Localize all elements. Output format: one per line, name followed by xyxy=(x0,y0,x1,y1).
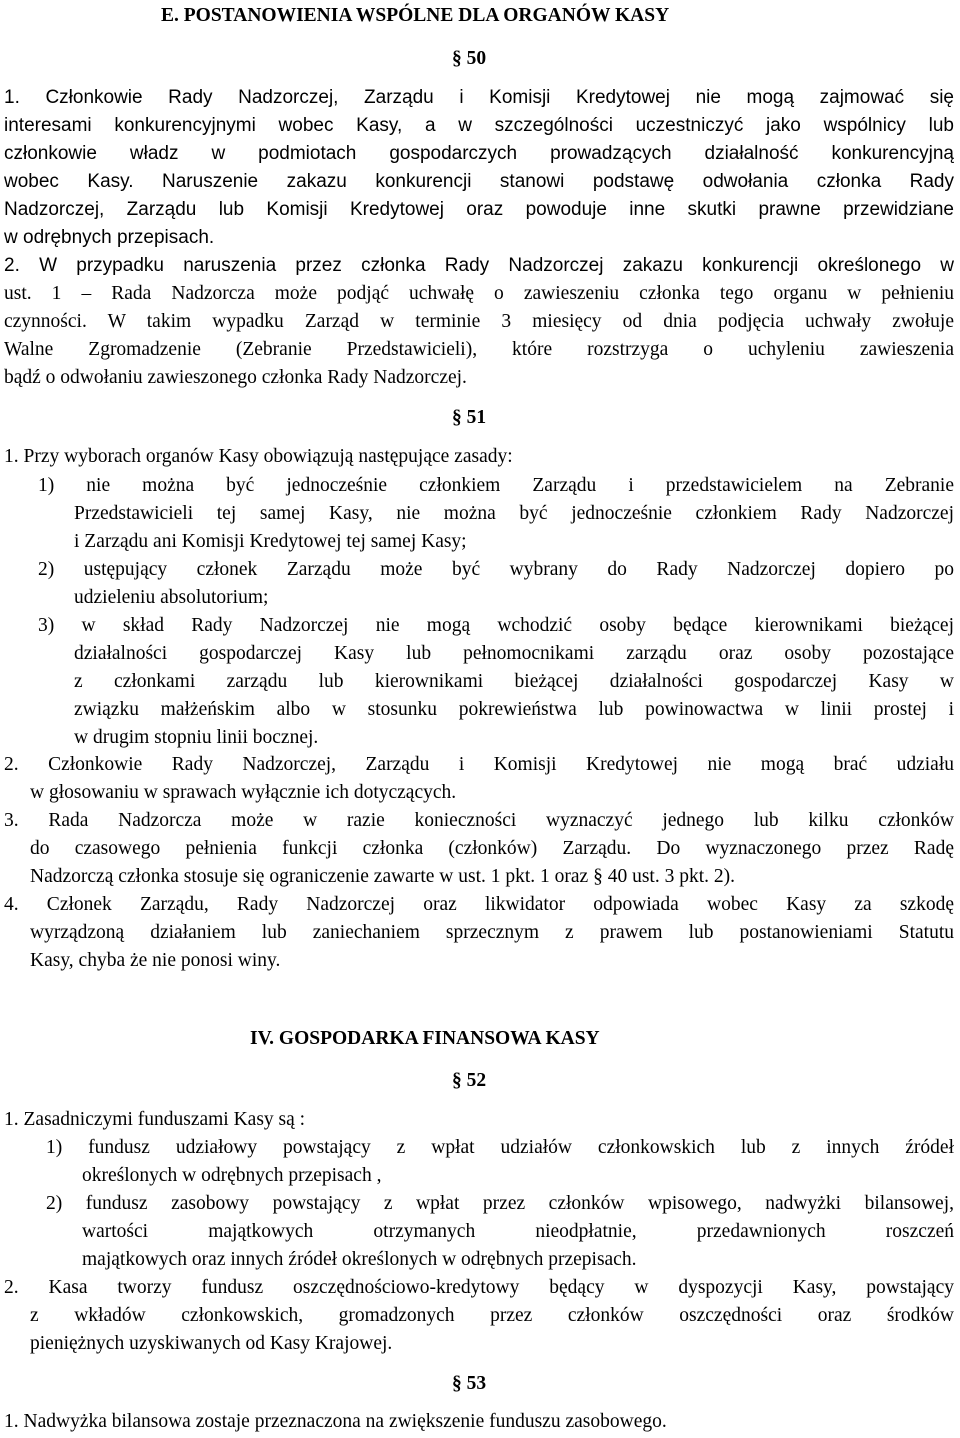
text-line: 1. Nadwyżka bilansowa zostaje przeznaczona na zwiększenie funduszu zasobowego. xyxy=(4,1411,667,1432)
text-line: w odrębnych przepisach. xyxy=(4,227,215,248)
text-line: czynności. W takim wypadku Zarząd w terminie 3 miesięcy od dnia podjęcia uchwały zwołuje xyxy=(4,311,954,332)
text-line: pieniężnych uzyskiwanych od Kasy Krajowej. xyxy=(30,1333,393,1354)
text-line: 1) fundusz udziałowy powstający z wpłat udziałów członkowskich lub z innych źródeł xyxy=(46,1137,954,1158)
text-line: Kasy, chyba że nie ponosi winy. xyxy=(30,950,281,971)
text-line: ust. 1 – Rada Nadzorcza może podjąć uchwałę o zawieszeniu członka tego organu w pełnieniu xyxy=(4,283,954,304)
section-iv-heading: IV. GOSPODARKA FINANSOWA KASY xyxy=(250,1028,600,1049)
text-line: 1. Członkowie Rady Nadzorczej, Zarządu i Komisji Kredytowej nie mogą zajmować się xyxy=(4,87,954,108)
text-line: majątkowych oraz innych źródeł określonych w odrębnych przepisach. xyxy=(82,1249,637,1270)
text-line: 2) fundusz zasobowy powstający z wpłat przez członków wpisowego, nadwyżki bilansowej, xyxy=(46,1193,954,1214)
text-line: określonych w odrębnych przepisach , xyxy=(82,1165,382,1186)
paragraph-52-title: § 52 xyxy=(452,1070,487,1091)
paragraph-51-title: § 51 xyxy=(452,407,487,428)
text-line: 2. Członkowie Rady Nadzorczej, Zarządu i Komisji Kredytowej nie mogą brać udziału xyxy=(4,754,954,775)
text-line: Nadzorczą członka stosuje się ograniczenie zawarte w ust. 1 pkt. 1 oraz § 40 ust. 3 pkt. 2). xyxy=(30,866,736,887)
text-line: 3) w skład Rady Nadzorczej nie mogą wchodzić osoby będące kierownikami bieżącej xyxy=(38,615,954,636)
text-line: 2. Kasa tworzy fundusz oszczędnościowo-kredytowy będący w dyspozycji Kasy, powstający xyxy=(4,1277,954,1298)
text-line: 4. Członek Zarządu, Rady Nadzorczej oraz likwidator odpowiada wobec Kasy za szkodę xyxy=(4,894,954,915)
text-line: w drugim stopniu linii bocznej. xyxy=(74,727,319,748)
text-line: działalności gospodarczej Kasy lub pełnomocnikami zarządu oraz osoby pozostające xyxy=(74,643,954,664)
paragraph-53-title: § 53 xyxy=(452,1373,487,1394)
text-line: wyrządzoną działaniem lub zaniechaniem sprzecznym z prawem lub postanowieniami Statutu xyxy=(30,922,954,943)
text-line: bądź o odwołaniu zawieszonego członka Rady Nadzorczej. xyxy=(4,367,467,388)
text-line: Przedstawicieli tej samej Kasy, nie można być jednocześnie członkiem Rady Nadzorczej xyxy=(74,503,954,524)
text-line: z członkami zarządu lub kierownikami bieżącej działalności gospodarczej Kasy w xyxy=(74,671,954,692)
text-line: związku małżeńskim albo w stosunku pokrewieństwa lub powinowactwa w linii prostej i xyxy=(74,699,954,720)
text-line: w głosowaniu w sprawach wyłącznie ich dotyczących. xyxy=(30,782,457,803)
text-line: 1. Zasadniczymi funduszami Kasy są : xyxy=(4,1109,306,1130)
text-line: do czasowego pełnienia funkcji członka (członków) Zarządu. Do wyznaczonego przez Radę xyxy=(30,838,954,859)
text-line: 1) nie można być jednocześnie członkiem Zarządu i przedstawicielem na Zebranie xyxy=(38,475,954,496)
text-line: 1. Przy wyborach organów Kasy obowiązują następujące zasady: xyxy=(4,446,513,467)
text-line: wartości majątkowych otrzymanych nieodpłatnie, przedawnionych roszczeń xyxy=(82,1221,954,1242)
section-e-heading: E. POSTANOWIENIA WSPÓLNE DLA ORGANÓW KASY xyxy=(161,5,670,26)
text-line: Nadzorczej, Zarządu lub Komisji Kredytowej oraz powoduje inne skutki prawne przewidziane xyxy=(4,199,954,220)
text-line: 3. Rada Nadzorcza może w razie konieczności wyznaczyć jednego lub kilku członków xyxy=(4,810,954,831)
text-line: udzieleniu absolutorium; xyxy=(74,587,269,608)
text-line: wobec Kasy. Naruszenie zakazu konkurencji stanowi podstawę odwołania członka Rady xyxy=(4,171,954,192)
text-line: 2) ustępujący członek Zarządu może być wybrany do Rady Nadzorczej dopiero po xyxy=(38,559,954,580)
text-line: z wkładów członkowskich, gromadzonych przez członków oszczędności oraz środków xyxy=(30,1305,954,1326)
text-line: interesami konkurencyjnymi wobec Kasy, a w szczególności uczestniczyć jako wspólnicy lub xyxy=(4,115,954,136)
text-line: Walne Zgromadzenie (Zebranie Przedstawicieli), które rozstrzyga o uchyleniu zawieszenia xyxy=(4,339,954,360)
paragraph-50-title: § 50 xyxy=(452,48,487,69)
text-line: i Zarządu ani Komisji Kredytowej tej samej Kasy; xyxy=(74,531,467,552)
text-line: 2. W przypadku naruszenia przez członka Rady Nadzorczej zakazu konkurencji określonego w xyxy=(4,255,954,276)
text-line: członkowie władz w podmiotach gospodarczych prowadzących działalność konkurencyjną xyxy=(4,143,954,164)
